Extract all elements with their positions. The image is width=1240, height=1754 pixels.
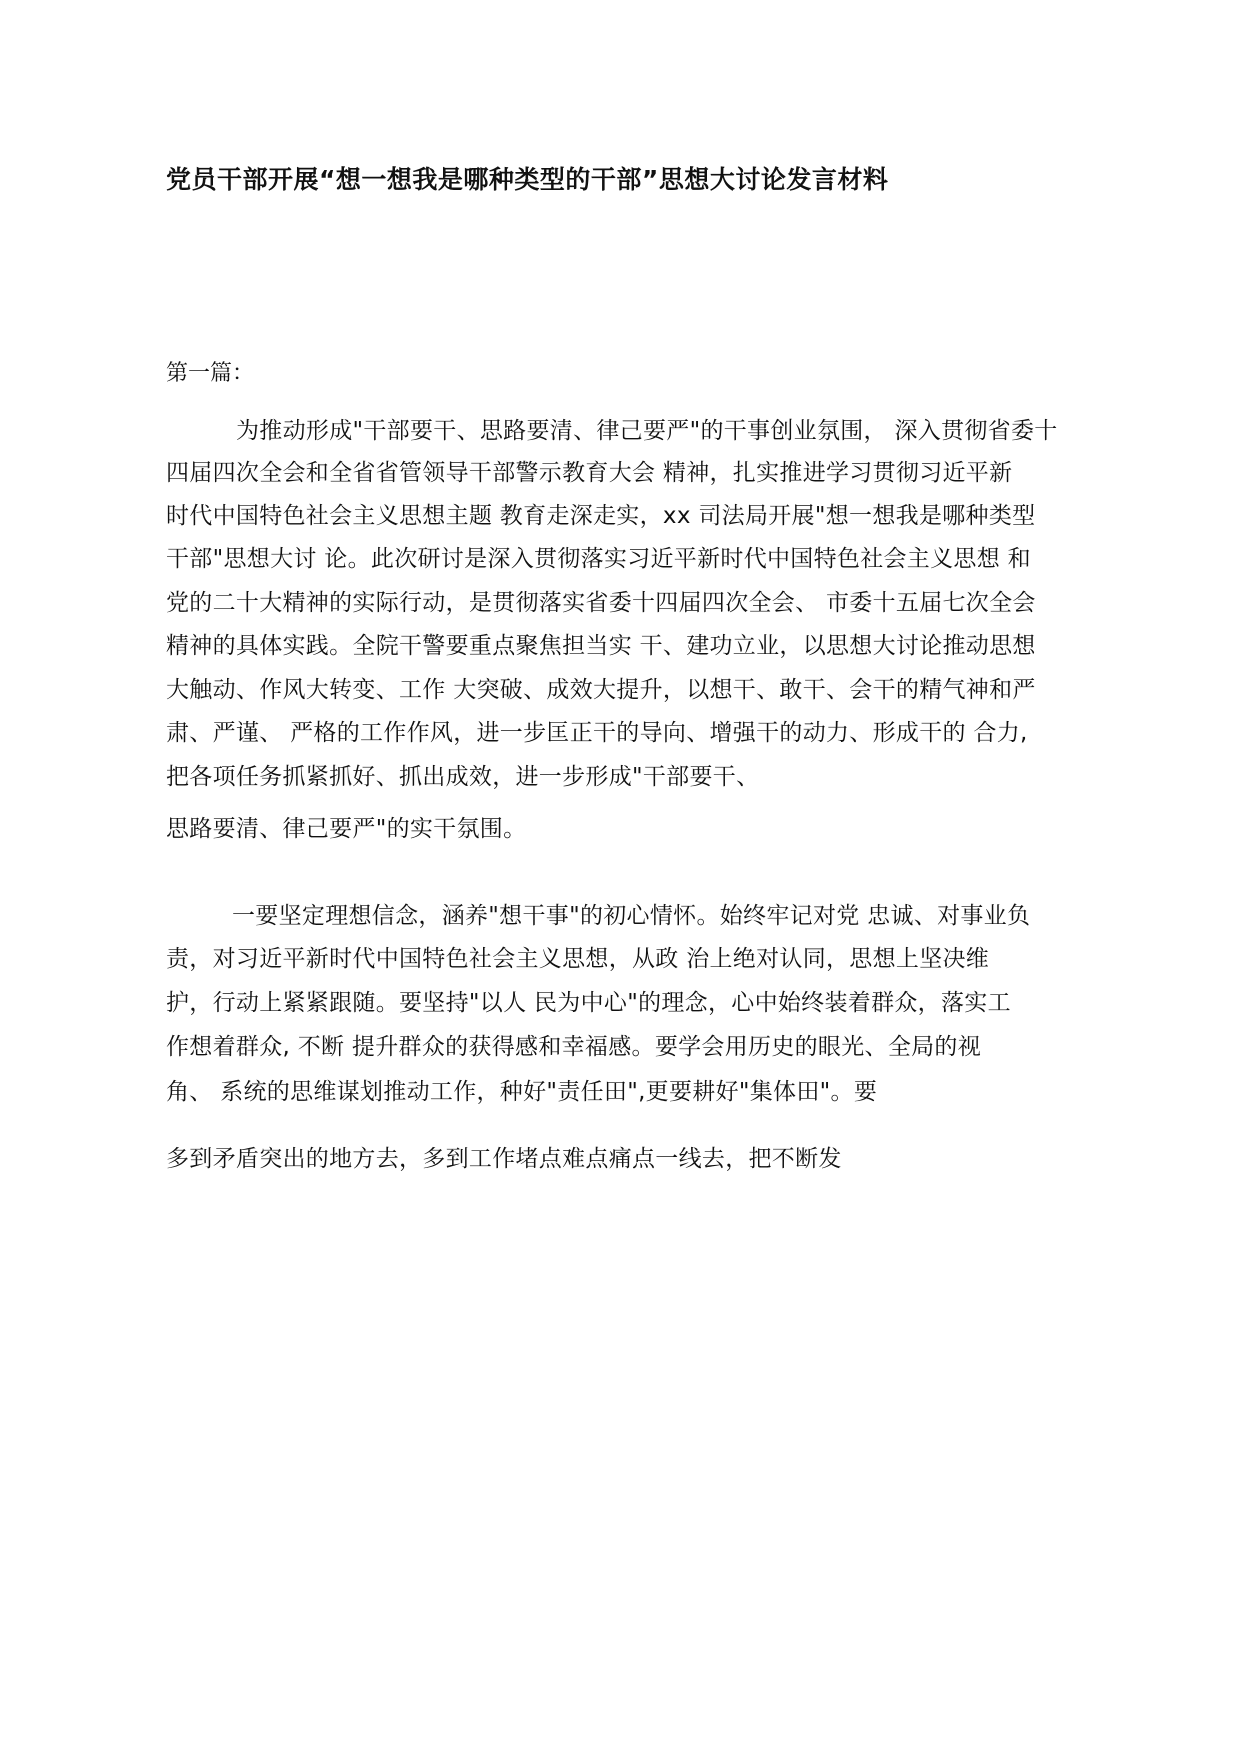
paragraph-line: 多到矛盾突出的地方去，多到工作堵点难点痛点一线去，把不断发: [166, 1146, 842, 1172]
paragraph-line: 责，对习近平新时代中国特色社会主义思想，从政 治上绝对认同，思想上坚决维: [166, 946, 990, 972]
paragraph-line: 一要坚定理想信念，涵养"想干事"的初心情怀。始终牢记对党 忠诚、对事业负: [232, 903, 1031, 929]
paragraph-line: 护，行动上紧紧跟随。要坚持"以人 民为中心"的理念，心中始终装着群众，落实工: [166, 990, 1011, 1016]
document-title: 党员干部开展“想一想我是哪种类型的干部”思想大讨论发言材料: [166, 165, 889, 194]
paragraph-line: 作想着群众, 不断 提升群众的获得感和幸福感。要学会用历史的眼光、全局的视: [166, 1034, 982, 1060]
paragraph-line: 角、 系统的思维谋划推动工作，种好"责任田",更要耕好"集体田"。要: [166, 1079, 878, 1105]
paragraph-line: 思路要清、律己要严"的实干氛围。: [166, 816, 527, 842]
paragraph-line: 为推动形成"干部要干、思路要清、律己要严"的干事创业氛围， 深入贯彻省委十: [236, 418, 1058, 444]
paragraph-line: 党的二十大精神的实际行动，是贯彻落实省委十四届四次全会、 市委十五届七次全会: [166, 590, 1036, 616]
paragraph-line: 干部"思想大讨 论。此次研讨是深入贯彻落实习近平新时代中国特色社会主义思想 和: [166, 546, 1031, 572]
section-label: 第一篇：: [166, 361, 255, 386]
paragraph-line: 精神的具体实践。全院干警要重点聚焦担当实 干、建功立业，以思想大讨论推动思想: [166, 633, 1036, 659]
paragraph-line: 把各项任务抓紧抓好、抓出成效，进一步形成"干部要干、: [166, 764, 760, 790]
paragraph-line: 肃、严谨、 严格的工作作风，进一步匡正干的导向、增强干的动力、形成干的 合力,: [166, 720, 1028, 746]
paragraph-line: 大触动、作风大转变、工作 大突破、成效大提升，以想干、敢干、会干的精气神和严: [166, 677, 1036, 703]
paragraph-line: 四届四次全会和全省省管领导干部警示教育大会 精神，扎实推进学习贯彻习近平新: [166, 460, 1013, 486]
paragraph-line: 时代中国特色社会主义思想主题 教育走深走实，xx 司法局开展"想一想我是哪种类型: [166, 503, 1036, 529]
